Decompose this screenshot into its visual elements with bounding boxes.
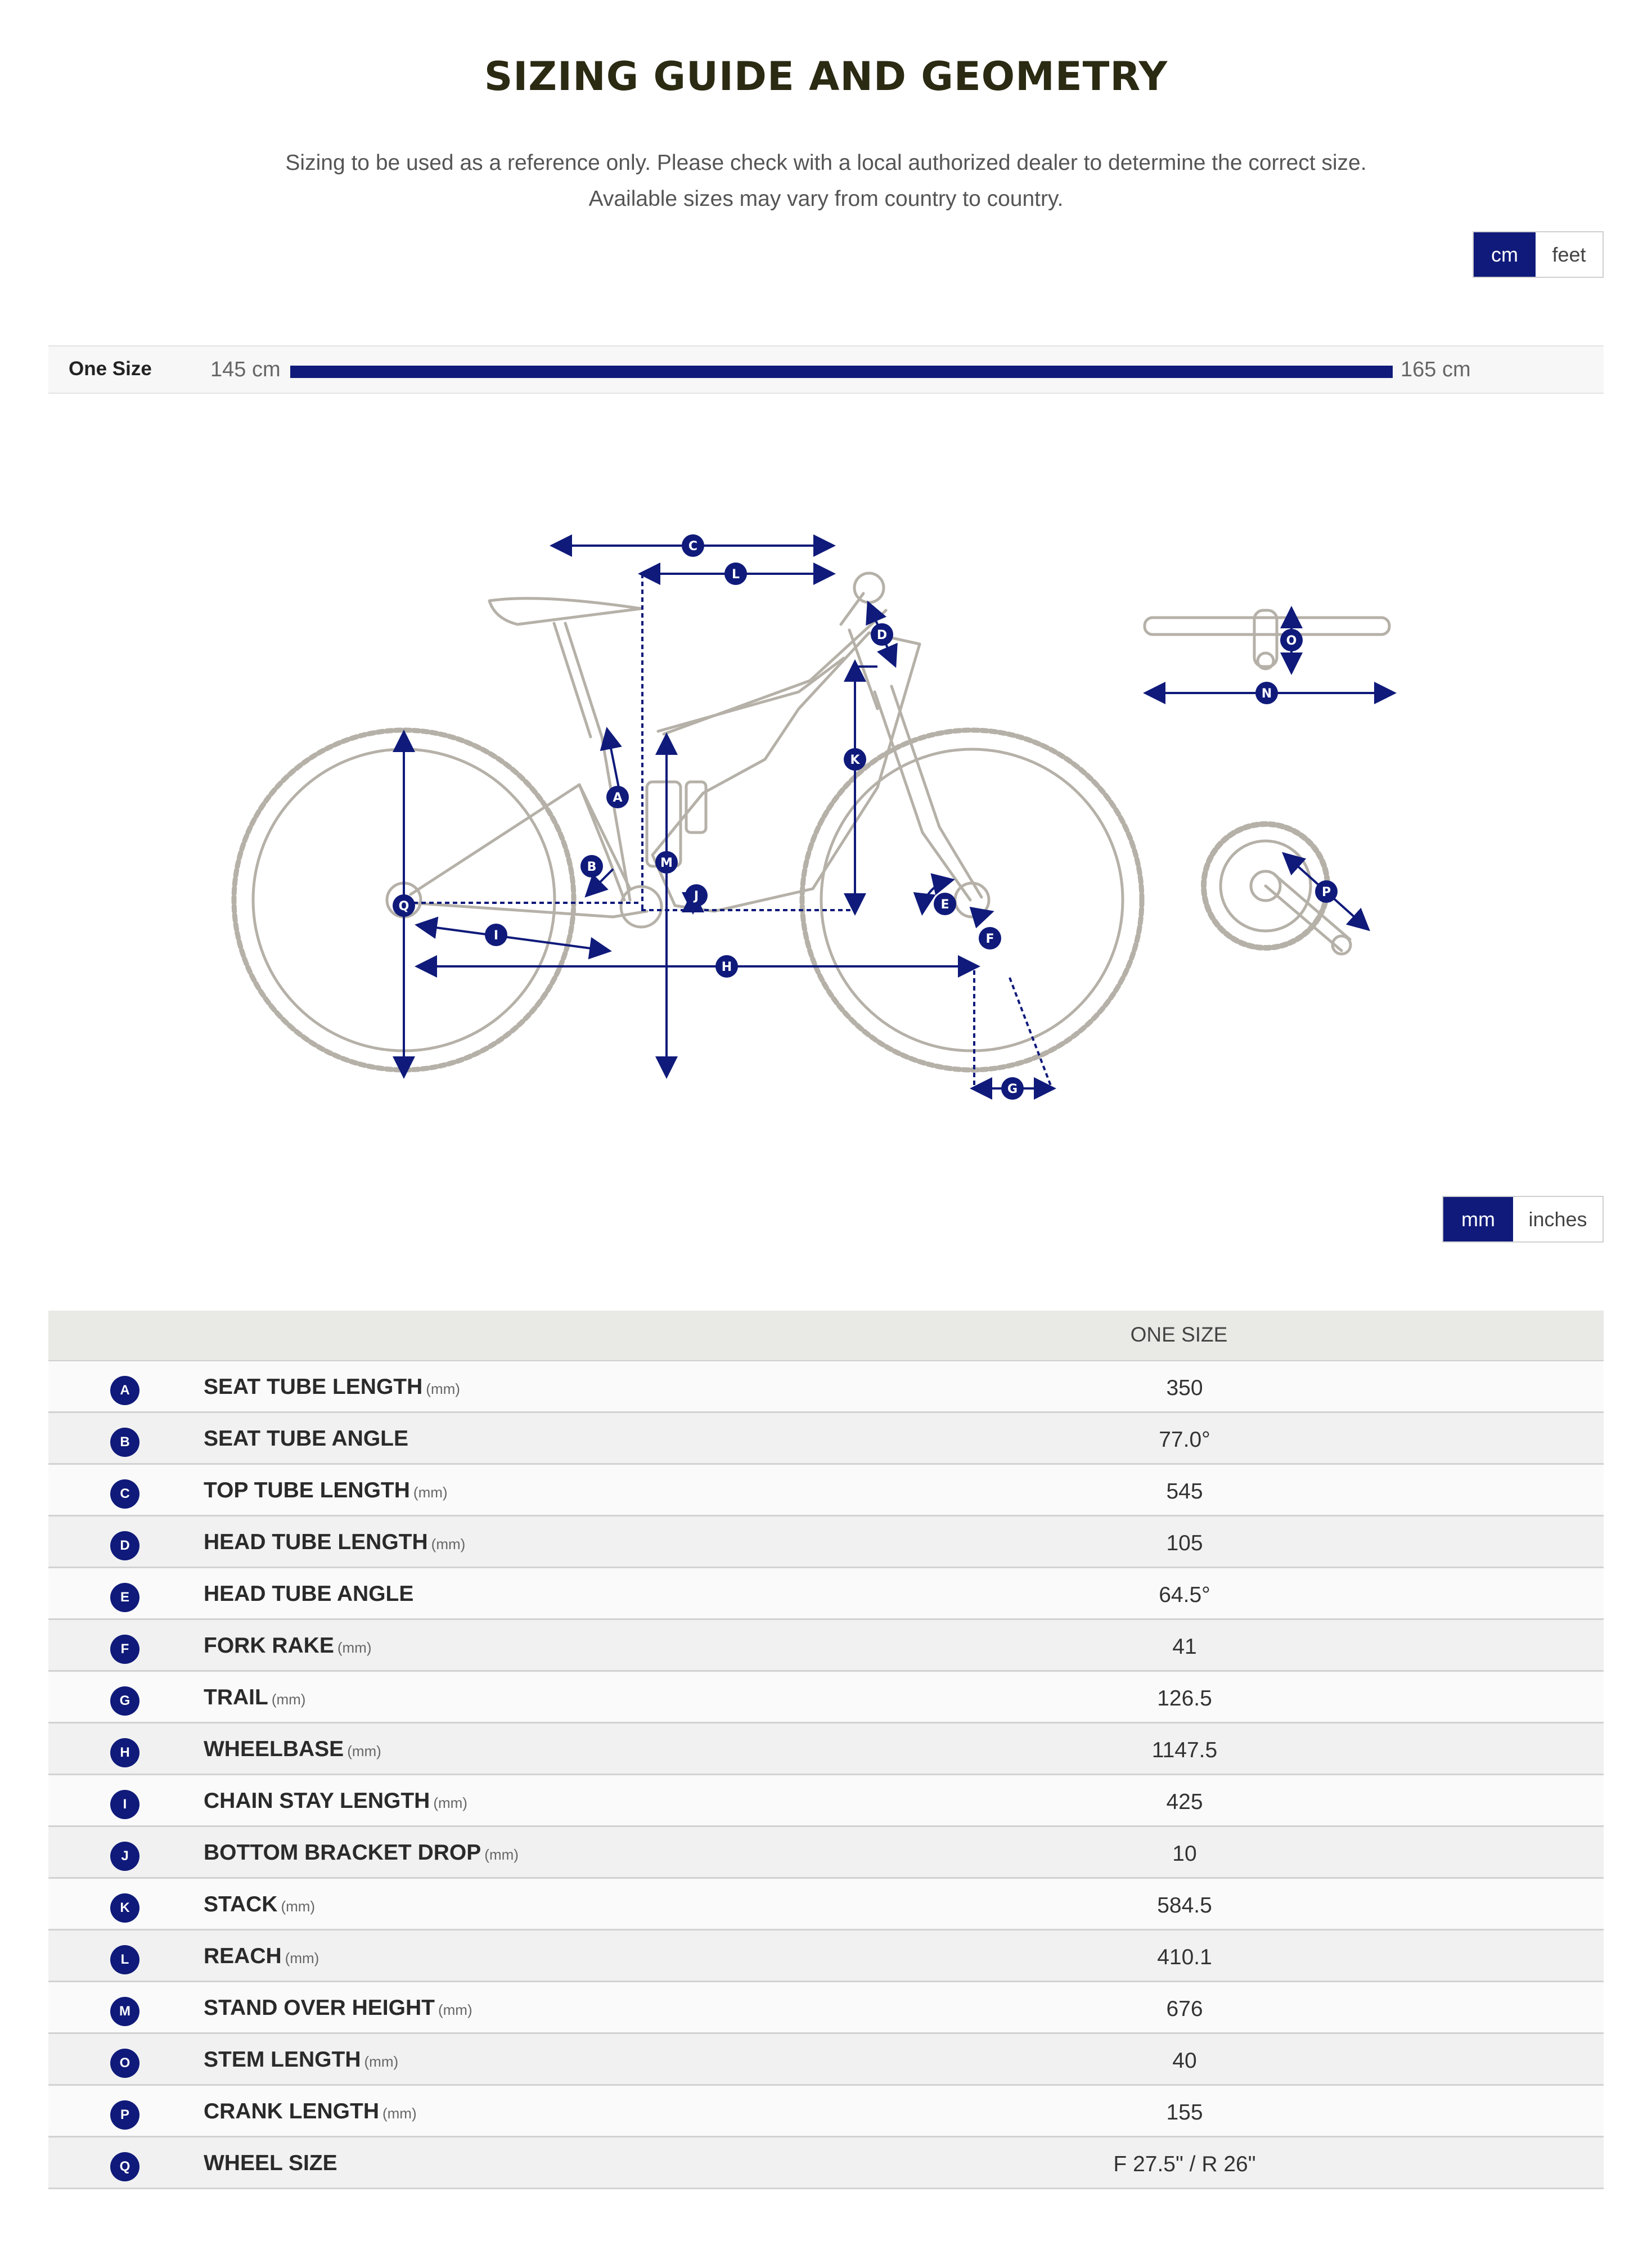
row-name-text: CRANK LENGTH [204,2099,379,2123]
table-row [48,1568,1604,1620]
size-min-height: 145 cm [210,358,281,381]
row-name-text: BOTTOM BRACKET DROP [204,1840,481,1865]
diagram-badge-k [844,748,866,771]
row-measurement-name [204,1789,467,1814]
diagram-badge-p [1315,880,1338,903]
row-measurement-name [204,1375,460,1400]
row-value: 425 [1166,1790,1203,1814]
table-row [48,1982,1604,2034]
geometry-rows [48,1361,1604,2189]
diagram-badge-g [1001,1077,1024,1100]
diagram-badge-b [580,855,603,878]
row-measurement-name [204,2099,417,2124]
row-value: 41 [1172,1635,1197,1659]
svg-text:C: C [688,539,698,554]
table-row [48,1465,1604,1516]
geometry-table [48,1311,1604,2189]
row-name-text: WHEELBASE [204,1737,344,1761]
svg-text:K: K [850,753,860,767]
row-letter-badge: K [110,1893,139,1923]
row-unit-text: (mm) [281,1898,316,1915]
row-measurement-name [204,1892,315,1917]
length-unit-toggle [1442,1196,1604,1243]
unit-feet-button[interactable]: feet [1552,242,1586,266]
row-value: 584.5 [1157,1893,1212,1918]
svg-text:I: I [493,929,499,943]
diagram-badge-a [606,786,629,808]
row-value: F 27.5" / R 26" [1113,2152,1256,2176]
unit-cm-button[interactable]: cm [1474,232,1536,277]
diagram-badge-m [655,851,678,874]
row-letter-badge: M [110,1997,139,2026]
svg-text:P: P [1321,885,1331,899]
row-value: 77.0° [1159,1428,1210,1452]
row-unit-text: (mm) [433,1794,467,1811]
row-letter-badge: B [110,1428,139,1457]
row-letter-badge: A [110,1376,139,1405]
row-value: 350 [1166,1376,1203,1400]
row-letter-badge: L [110,1945,139,1974]
table-row [48,2138,1604,2189]
row-name-text: SEAT TUBE ANGLE [204,1426,409,1451]
svg-text:J: J [694,889,699,903]
page-subtitle-line2: Available sizes may vary from country to country. [588,187,1064,211]
table-row [48,1827,1604,1879]
row-letter-badge: C [110,1479,139,1509]
row-value: 545 [1166,1479,1203,1504]
row-unit-text: (mm) [413,1484,448,1501]
row-measurement-name [204,1944,319,1969]
row-measurement-name [204,1996,472,2020]
row-measurement-name [204,1840,519,1865]
row-name-text: STACK [204,1892,278,1916]
row-letter-badge: H [110,1738,139,1767]
table-row [48,2086,1604,2138]
diagram-badge-j [685,884,708,907]
diagram-badge-e [934,893,956,915]
column-header-size: ONE SIZE [1130,1323,1228,1346]
row-unit-text: (mm) [271,1691,306,1708]
table-row [48,1413,1604,1465]
table-row [48,1724,1604,1775]
row-name-text: TRAIL [204,1685,268,1709]
row-measurement-name [204,1634,371,1658]
row-unit-text: (mm) [426,1380,460,1397]
row-value: 40 [1172,2049,1197,2073]
row-letter-badge: Q [110,2152,139,2181]
diagram-badge-c [682,534,704,557]
row-unit-text: (mm) [484,1846,519,1863]
row-unit-text: (mm) [431,1536,466,1552]
size-max-height: 165 cm [1401,358,1471,381]
table-row [48,2034,1604,2086]
row-name-text: HEAD TUBE ANGLE [204,1582,414,1606]
svg-text:M: M [660,856,673,870]
row-name-text: STEM LENGTH [204,2048,361,2072]
table-row [48,1620,1604,1672]
row-unit-text: (mm) [382,2105,417,2122]
svg-text:O: O [1286,634,1297,648]
row-unit-text: (mm) [347,1743,381,1760]
diagram-badge-h [715,955,738,978]
svg-text:F: F [985,932,994,946]
diagram-badge-o [1280,629,1303,651]
row-unit-text: (mm) [364,2053,399,2070]
row-value: 410.1 [1157,1945,1212,1969]
row-measurement-name [204,1530,465,1555]
svg-text:L: L [731,568,740,582]
svg-text:D: D [876,628,888,642]
row-letter-badge: F [110,1635,139,1664]
geometry-table-header [48,1311,1604,1361]
row-name-text: TOP TUBE LENGTH [204,1478,410,1502]
table-row [48,1672,1604,1724]
row-name-text: SEAT TUBE LENGTH [204,1375,423,1399]
diagram-badge-i [485,924,507,946]
row-name-text: REACH [204,1944,282,1968]
row-unit-text: (mm) [285,1950,319,1966]
row-letter-badge: O [110,2049,139,2078]
svg-text:B: B [587,860,597,874]
diagram-badge-n [1255,682,1278,704]
page-title: SIZING GUIDE AND GEOMETRY [484,53,1168,100]
row-name-text: STAND OVER HEIGHT [204,1996,435,2020]
diagram-badge-l [724,562,747,585]
row-letter-badge: D [110,1531,139,1560]
size-label: One Size [69,358,152,380]
svg-text:Q: Q [398,899,409,914]
table-row [48,1930,1604,1982]
row-name-text: WHEEL SIZE [204,2151,337,2175]
svg-text:G: G [1007,1082,1018,1096]
row-name-text: CHAIN STAY LENGTH [204,1789,430,1813]
row-letter-badge: G [110,1686,139,1716]
row-measurement-name [204,1582,417,1606]
table-row [48,1516,1604,1568]
row-value: 676 [1166,1997,1203,2021]
row-value: 64.5° [1159,1583,1210,1607]
diagram-badge-q [393,894,415,917]
table-row [48,1879,1604,1930]
table-row [48,1361,1604,1413]
diagram-badge-d [871,623,893,646]
row-measurement-name [204,2048,398,2072]
row-value: 1147.5 [1151,1738,1218,1762]
row-measurement-name [204,1478,448,1503]
row-measurement-name [204,2151,341,2176]
row-letter-badge: P [110,2100,139,2130]
row-measurement-name [204,1685,305,1710]
bike-line-art [234,573,1389,1070]
unit-inches-button[interactable]: inches [1528,1207,1587,1231]
row-name-text: FORK RAKE [204,1634,334,1658]
diagram-badge-f [979,927,1001,950]
row-unit-text: (mm) [337,1639,372,1656]
row-measurement-name [204,1426,412,1451]
svg-text:N: N [1261,687,1272,701]
table-row [48,1775,1604,1827]
row-letter-badge: I [110,1790,139,1819]
svg-text:A: A [613,791,623,805]
unit-mm-button[interactable]: mm [1443,1197,1513,1241]
row-letter-badge: E [110,1583,139,1612]
svg-text:H: H [721,960,732,974]
row-name-text: HEAD TUBE LENGTH [204,1530,428,1554]
row-letter-badge: J [110,1842,139,1871]
row-measurement-name [204,1737,381,1762]
row-value: 155 [1166,2100,1203,2125]
row-value: 10 [1172,1842,1197,1866]
row-value: 105 [1166,1531,1203,1555]
diagram-badges [393,534,1338,1100]
row-unit-text: (mm) [438,2001,472,2018]
row-value: 126.5 [1157,1686,1212,1711]
svg-text:E: E [940,898,949,912]
page-subtitle-line1: Sizing to be used as a reference only. Please check with a local authorized dealer to determine the correct size. [285,151,1367,175]
